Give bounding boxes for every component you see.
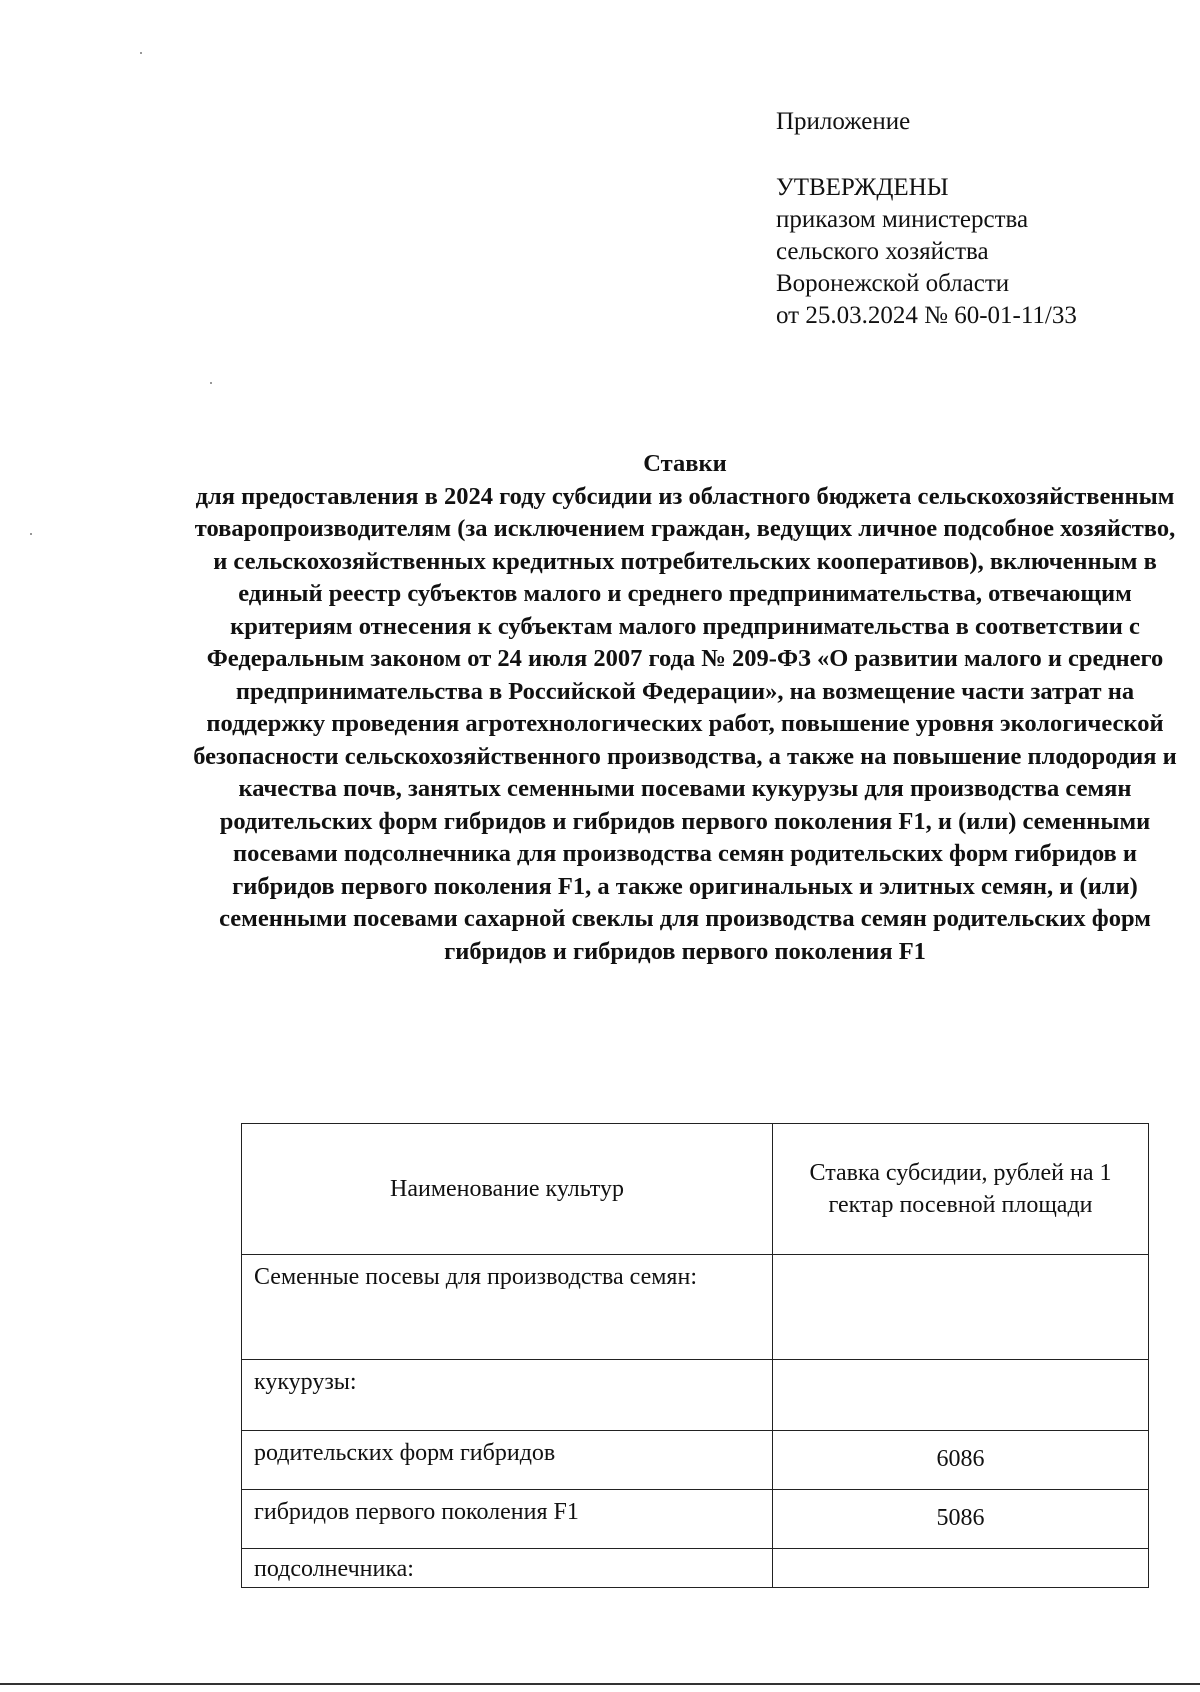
row-name-cell: гибридов первого поколения F1 [242,1490,773,1549]
header-crop-name: Наименование культур [242,1124,773,1255]
scan-speck [30,533,32,535]
row-name-cell: родительских форм гибридов [242,1431,773,1490]
rates-table [241,1123,1149,1588]
table-header-row [242,1124,1149,1255]
appendix-label: Приложение [776,108,911,135]
row-rate-cell [773,1255,1149,1360]
table-row [242,1549,1149,1588]
document-heading: Ставки [643,450,727,477]
scan-speck [140,52,142,54]
row-rate-cell: 5086 [773,1490,1149,1549]
header-subsidy-rate: Ставка субсидии, рублей на 1 гектар посевной площади [773,1124,1149,1255]
approved-label: УТВЕРЖДЕНЫ [776,174,949,201]
row-rate-cell [773,1360,1149,1431]
table-row [242,1360,1149,1431]
row-name-cell: Семенные посевы для производства семян: [242,1255,773,1360]
row-rate-cell: 6086 [773,1431,1149,1490]
scan-bottom-edge [0,1683,1200,1685]
row-name-cell: подсолнечника: [242,1549,773,1588]
table-row [242,1431,1149,1490]
document-subtitle: для предоставления в 2024 году субсидии из областного бюджета сельскохозяйственным товаропроизводителям (за исключением граждан, ведущих личное подсобное хозяйство, и сельскохозяйственных кредитных потребительских кооперативов), включенным в единый реестр субъектов малого и среднего предпринимательства, отвечающим критериям отнесения к субъектам малого предпринимательства в соответствии с Федеральным законом от 24 июля 2007 года № 209-ФЗ «О развитии малого и среднего предпринимательства в Российской Федерации», на возмещение части затрат на поддержку проведения агротехнологических работ, повышение уровня экологической безопасности сельскохозяйственного производства, а также на повышение плодородия и качества почв, занятых семенными посевами кукурузы для производства семян родительских форм гибридов и гибридов первого поколения F1, и (или) семенными посевами подсолнечника для производства семян родительских форм гибридов и гибридов первого поколения F1, а также оригинальных и элитных семян, и (или) семенными посевами сахарной свеклы для производства семян родительских форм гибридов и гибридов первого поколения F1 [193,482,1177,965]
document-title [190,448,1180,968]
approval-line-order: приказом министерства [776,206,1029,233]
scan-speck [210,382,212,384]
table-row [242,1255,1149,1360]
row-name-cell: кукурузы: [242,1360,773,1431]
table-row [242,1490,1149,1549]
approval-line-region: Воронежской области [776,270,1010,297]
approval-line-date-number: от 25.03.2024 № 60-01-11/33 [776,302,1077,329]
row-rate-cell [773,1549,1149,1588]
approval-block [776,106,1176,332]
approval-line-ministry: сельского хозяйства [776,238,989,265]
